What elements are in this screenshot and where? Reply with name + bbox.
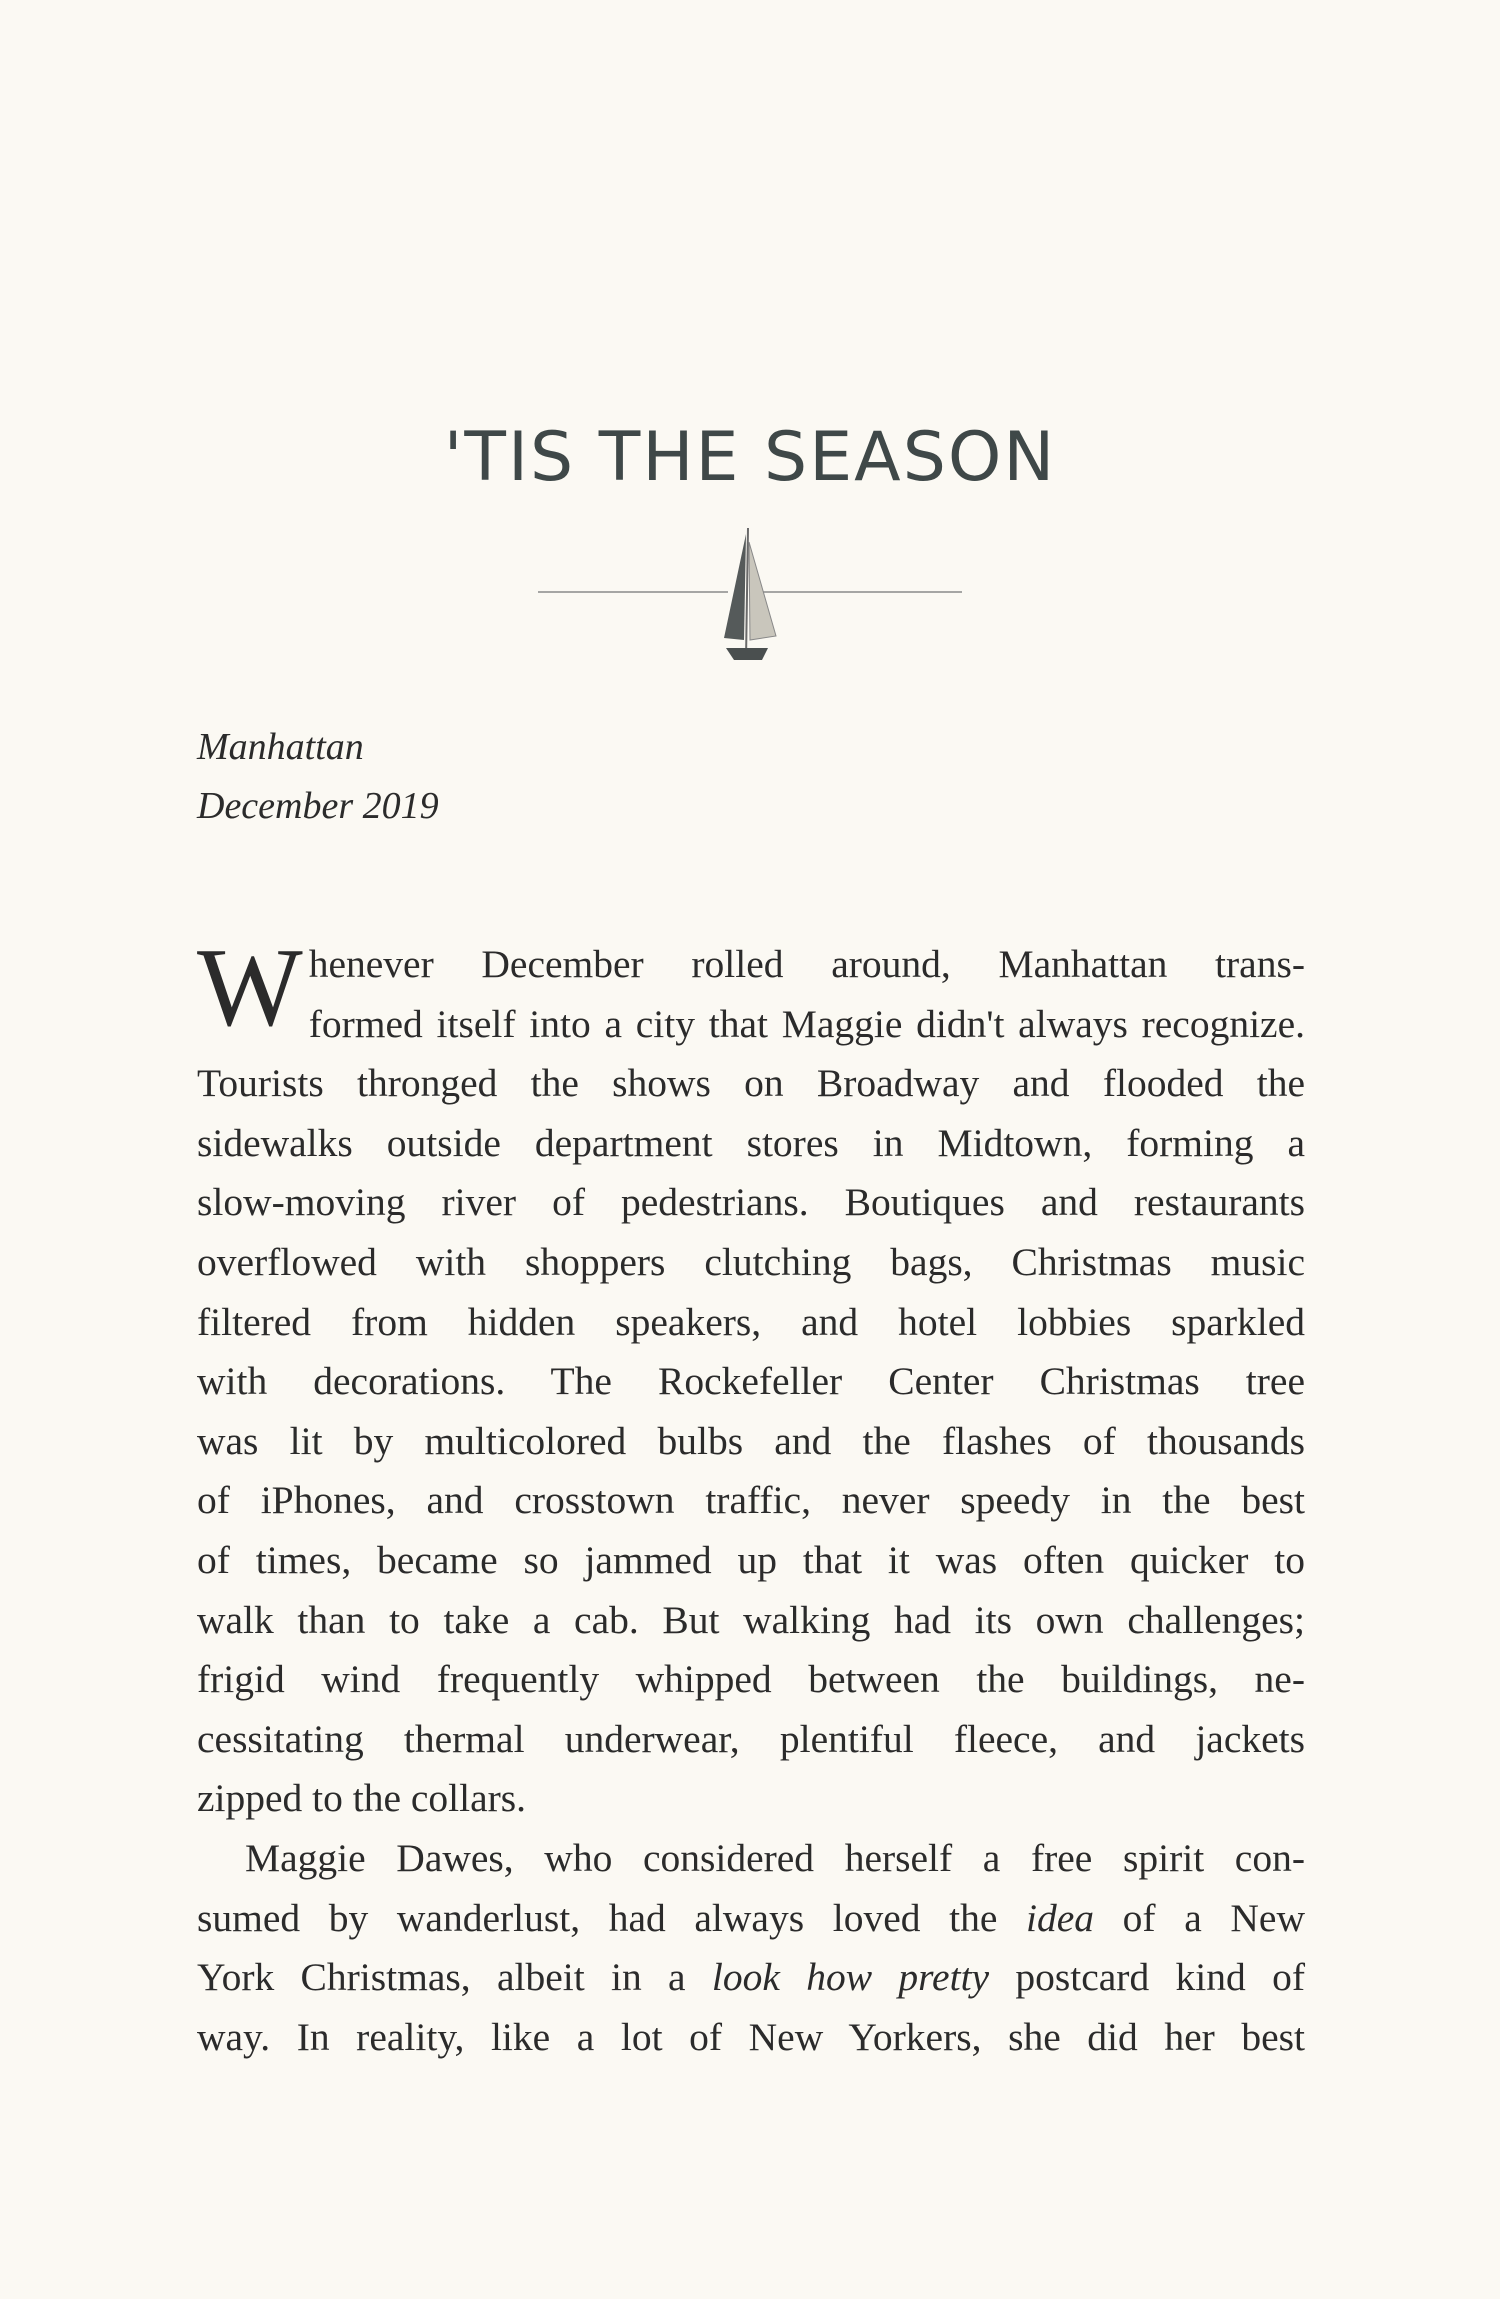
text-line bbox=[197, 1948, 1305, 2008]
drop-cap: W bbox=[197, 926, 303, 1050]
text-line: was lit by multicolored bulbs and the flashes of thousands bbox=[197, 1418, 1305, 1463]
paragraph-2 bbox=[197, 1829, 1305, 2067]
text-line: formed itself into a city that Maggie didn't always recognize. bbox=[308, 1001, 1305, 1046]
dateline-place: Manhattan bbox=[197, 726, 364, 768]
paragraph-1 bbox=[197, 926, 1305, 1829]
text-line: of times, became so jammed up that it was often quicker to bbox=[197, 1537, 1305, 1582]
text-line: walk than to take a cab. But walking had its own challenges; bbox=[197, 1597, 1305, 1642]
text-run: of a New bbox=[1094, 1895, 1305, 1940]
sailboat-rule-icon bbox=[530, 520, 970, 680]
text-line: cessitating thermal underwear, plentiful fleece, and jackets bbox=[197, 1716, 1305, 1761]
text-run: York Christmas, albeit in a bbox=[197, 1955, 712, 2000]
text-line: overflowed with shoppers clutching bags, Christmas music bbox=[197, 1239, 1305, 1284]
emphasis-text: look how pretty bbox=[711, 1955, 990, 2000]
body-text bbox=[197, 926, 1305, 2067]
text-line: zipped to the collars. bbox=[197, 1776, 527, 1821]
text-line: henever December rolled around, Manhattan trans- bbox=[308, 942, 1305, 986]
text-line: way. In reality, like a lot of New Yorkers, she did her best bbox=[197, 2014, 1305, 2059]
text-line: of iPhones, and crosstown traffic, never speedy in the best bbox=[197, 1478, 1305, 1523]
dateline bbox=[197, 718, 439, 836]
emphasis-text: idea bbox=[1026, 1895, 1095, 1940]
text-line bbox=[197, 1889, 1305, 1949]
text-run: postcard kind of bbox=[989, 1955, 1305, 2000]
text-line bbox=[197, 1829, 1305, 1889]
chapter-title: 'TIS THE SEASON bbox=[443, 418, 1057, 497]
text-line: slow-moving river of pedestrians. Boutiques and restaurants bbox=[197, 1180, 1305, 1225]
text-line: with decorations. The Rockefeller Center Christmas tree bbox=[197, 1359, 1305, 1404]
text-line: filtered from hidden speakers, and hotel lobbies sparkled bbox=[197, 1299, 1305, 1344]
text-line: frigid wind frequently whipped between the buildings, ne- bbox=[197, 1657, 1305, 1702]
dateline-date: December 2019 bbox=[197, 785, 439, 827]
text-run: Maggie Dawes, who considered herself a free spirit con- bbox=[245, 1835, 1305, 1880]
text-line: Tourists thronged the shows on Broadway and flooded the bbox=[197, 1061, 1305, 1106]
text-run: sumed by wanderlust, had always loved the bbox=[197, 1895, 1027, 1940]
text-line: sidewalks outside department stores in Midtown, forming a bbox=[197, 1120, 1305, 1165]
